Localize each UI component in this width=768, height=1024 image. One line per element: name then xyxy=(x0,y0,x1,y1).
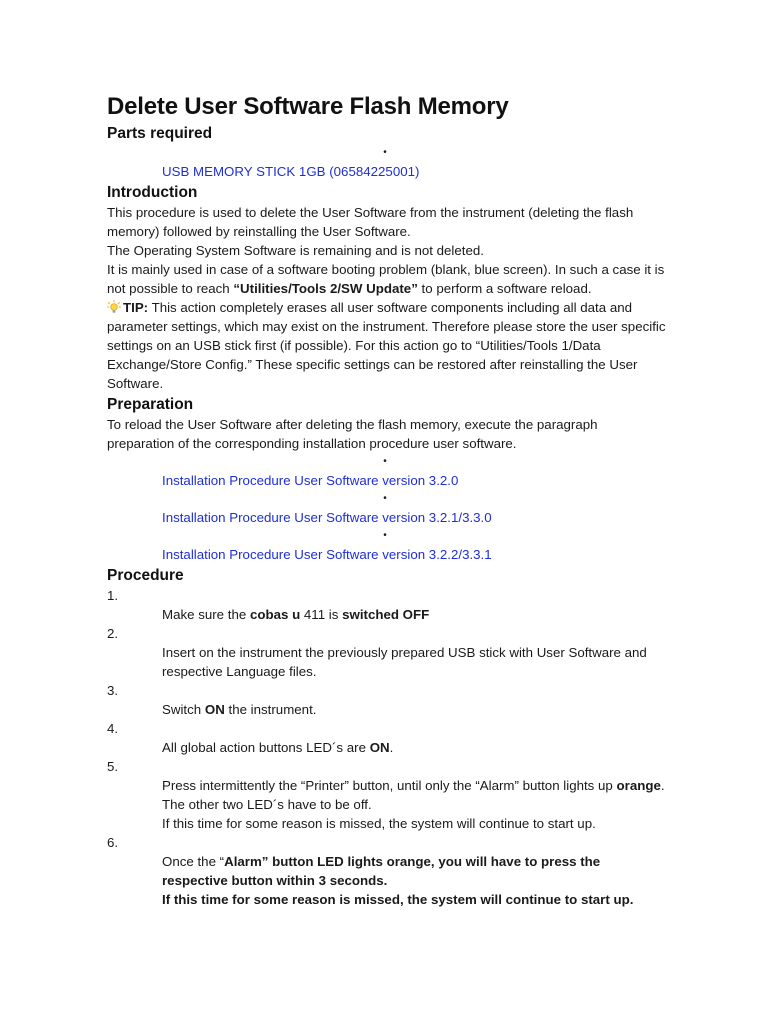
parts-heading: Parts required xyxy=(107,125,213,142)
list-item xyxy=(107,545,667,564)
menu-path: “Utilities/Tools 2/SW Update” xyxy=(233,281,418,296)
procedure-step: Switch ON the instrument. xyxy=(162,702,317,717)
step-number: 2. xyxy=(107,626,119,641)
intro-paragraph: This procedure is used to delete the User Software from the instrument (deleting the flash memory) followed by reinstalling the User Software. xyxy=(107,205,634,239)
tip-paragraph: TIP: This action completely erases all user software components including all data and parameter settings, which may exist on the instrument. Therefore please store the user specific settings on an USB stick first (if possible). For this action go to “Utilities/Tools 1/Data Exchange/Store Config.” These specific settings can be restored after reinstalling the User Software. xyxy=(107,300,666,391)
step-number: 6. xyxy=(107,835,119,850)
bullet-marker: • xyxy=(383,530,387,541)
lightbulb-icon xyxy=(107,300,121,314)
document-content xyxy=(107,92,667,909)
list-item xyxy=(107,508,667,527)
bullet-marker: • xyxy=(383,456,387,467)
intro-paragraph: It is mainly used in case of a software booting problem (blank, blue screen). In such a case it is not possible to reach “Utilities/Tools 2/SW Update” to perform a software reload. xyxy=(107,262,665,296)
install-link-321-330[interactable]: Installation Procedure User Software version 3.2.1/3.3.0 xyxy=(162,510,492,525)
usb-stick-link[interactable]: USB MEMORY STICK 1GB (06584225001) xyxy=(162,164,420,179)
introduction-heading: Introduction xyxy=(107,184,198,201)
intro-paragraph: The Operating System Software is remaining and is not deleted. xyxy=(107,243,484,258)
procedure-step: Once the “Alarm” button LED lights orange, you will have to press the respective button within 3 seconds. If this time for some reason is missed, the system will continue to start up. xyxy=(162,854,634,907)
procedure-step: Insert on the instrument the previously prepared USB stick with User Software and respective Language files. xyxy=(162,645,647,679)
step-number: 3. xyxy=(107,683,119,698)
step-number: 5. xyxy=(107,759,119,774)
procedure-heading: Procedure xyxy=(107,567,184,584)
preparation-heading: Preparation xyxy=(107,396,194,413)
install-link-322-331[interactable]: Installation Procedure User Software version 3.2.2/3.3.1 xyxy=(162,547,492,562)
preparation-paragraph: To reload the User Software after deleting the flash memory, execute the paragraph preparation of the corresponding installation procedure user software. xyxy=(107,417,598,451)
bullet-marker: • xyxy=(383,147,387,158)
tip-label: TIP: xyxy=(123,300,149,315)
list-item xyxy=(107,471,667,490)
step-number: 4. xyxy=(107,721,119,736)
bullet-marker: • xyxy=(383,493,387,504)
install-link-320[interactable]: Installation Procedure User Software version 3.2.0 xyxy=(162,473,459,488)
step-number: 1. xyxy=(107,588,119,603)
page-title: Delete User Software Flash Memory xyxy=(107,93,509,120)
procedure-step: Make sure the cobas u 411 is switched OFF xyxy=(162,607,430,622)
procedure-step: Press intermittently the “Printer” button, until only the “Alarm” button lights up orange. The other two LED´s have to be off. If this time for some reason is missed, the system will continue to start up. xyxy=(162,778,665,831)
procedure-step: All global action buttons LED´s are ON. xyxy=(162,740,394,755)
list-item xyxy=(107,162,667,181)
